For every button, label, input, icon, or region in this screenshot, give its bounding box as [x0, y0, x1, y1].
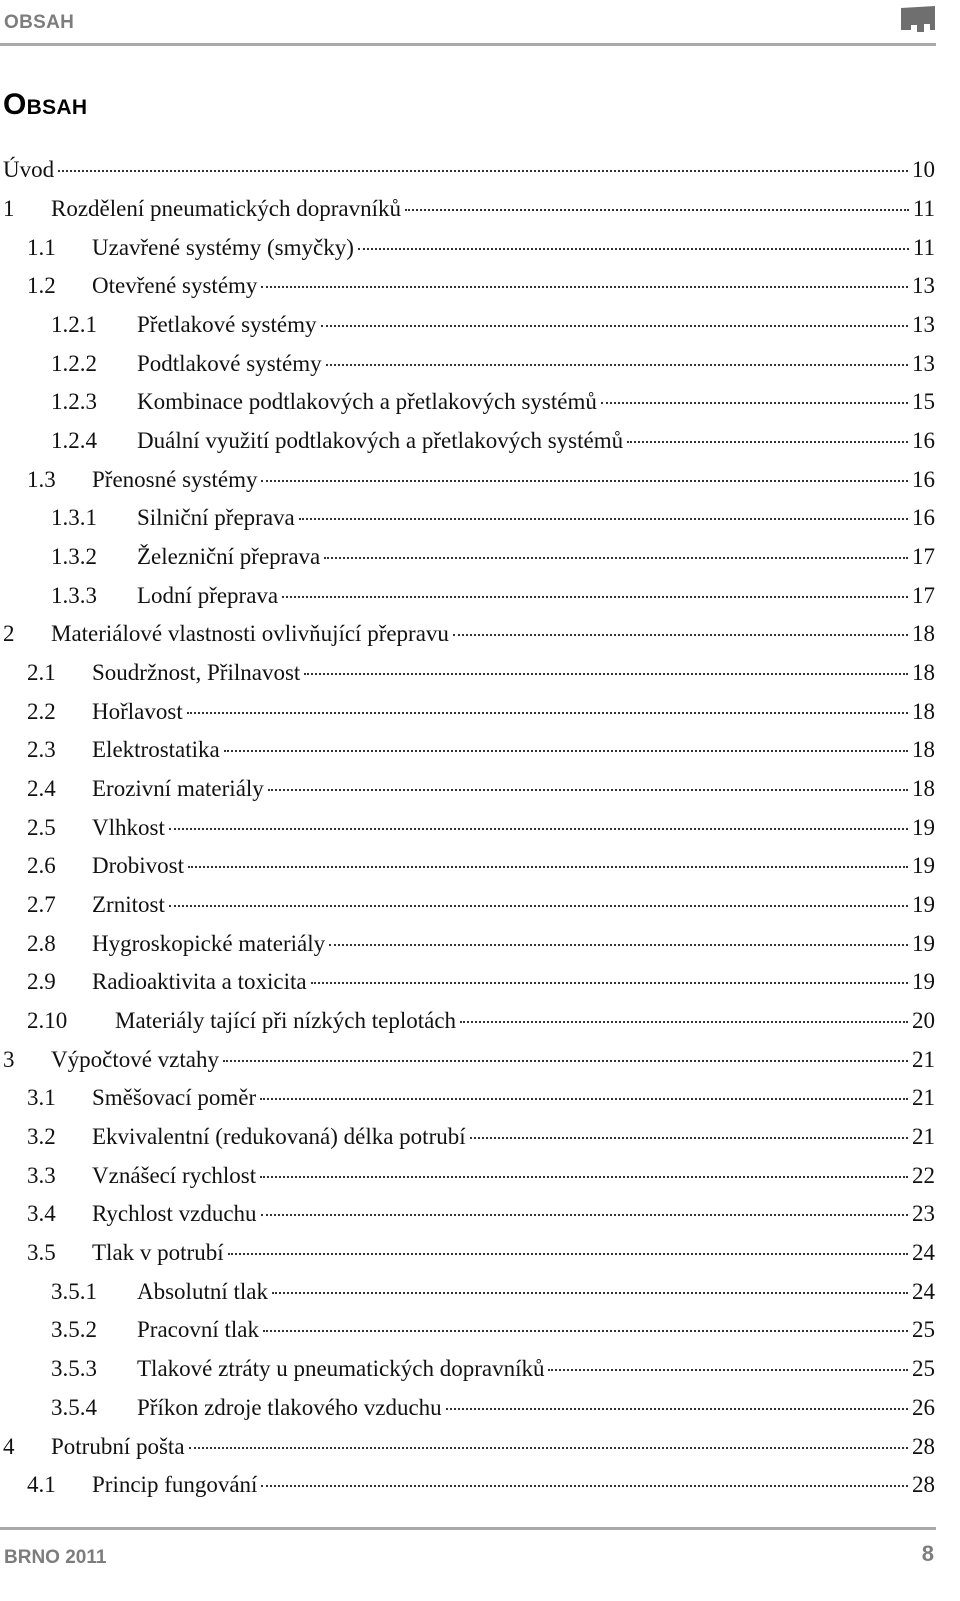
toc-entry-label: Materiály tající při nízkých teplotách — [115, 1008, 457, 1034]
toc-entry-body — [92, 1085, 935, 1111]
toc-entry-body — [51, 196, 935, 222]
toc-entry-body — [51, 621, 935, 647]
toc-entry-number: 1.3 — [27, 466, 56, 492]
toc-entry-label: Hořlavost — [92, 698, 183, 724]
toc-dot-leader — [261, 286, 908, 288]
toc-entry-number: 1.2.1 — [51, 312, 97, 338]
footer-rule — [0, 1527, 936, 1530]
toc-dot-leader — [627, 441, 908, 443]
toc-entry-page: 21 — [912, 1124, 935, 1150]
toc-entry-number: 2.4 — [27, 776, 56, 802]
toc-entry-page: 18 — [912, 660, 935, 686]
toc-entry[interactable] — [0, 1195, 935, 1234]
toc-entry[interactable] — [0, 190, 935, 229]
toc-dot-leader — [228, 1253, 908, 1255]
toc-dot-leader — [329, 944, 908, 946]
toc-entry-body — [92, 660, 935, 686]
toc-entry[interactable] — [0, 1234, 935, 1273]
toc-entry-body — [137, 1279, 935, 1305]
toc-entry-body — [92, 1163, 935, 1189]
toc-entry-number: 2.1 — [27, 660, 56, 686]
toc-dot-leader — [58, 170, 908, 172]
toc-entry-body — [51, 1434, 935, 1460]
toc-entry-number: 2.7 — [27, 892, 56, 918]
toc-dot-leader — [311, 982, 908, 984]
toc-entry-page: 25 — [912, 1356, 935, 1382]
table-of-contents — [0, 151, 935, 1505]
toc-dot-leader — [299, 518, 908, 520]
toc-entry-label: Tlakové ztráty u pneumatických dopravníků — [137, 1356, 545, 1382]
toc-entry-label: Lodní přeprava — [137, 582, 279, 608]
toc-entry-label: Tlak v potrubí — [92, 1240, 224, 1266]
toc-entry[interactable] — [0, 1389, 935, 1428]
toc-dot-leader — [405, 209, 909, 211]
toc-entry-page: 24 — [912, 1240, 935, 1266]
toc-entry-label: Pracovní tlak — [137, 1317, 259, 1343]
toc-entry[interactable] — [0, 692, 935, 731]
toc-dot-leader — [224, 750, 908, 752]
toc-entry-number: 3 — [3, 1046, 15, 1072]
toc-entry-number: 3.4 — [27, 1201, 56, 1227]
toc-dot-leader — [601, 402, 908, 404]
toc-entry-label: Potrubní pošta — [51, 1433, 185, 1459]
toc-entry-label: Radioaktivita a toxicita — [92, 969, 307, 995]
toc-entry-number: 1.3.3 — [51, 582, 97, 608]
toc-entry-body — [137, 389, 935, 415]
toc-entry-body — [92, 892, 935, 918]
toc-entry-number: 2.2 — [27, 698, 56, 724]
toc-entry-number: 2.8 — [27, 930, 56, 956]
toc-entry-label: Železniční přeprava — [137, 544, 321, 570]
toc-entry[interactable] — [0, 267, 935, 306]
toc-entry-label: Erozivní materiály — [92, 776, 264, 802]
toc-entry-number: 3.5 — [27, 1240, 56, 1266]
toc-entry-label: Hygroskopické materiály — [92, 930, 326, 956]
toc-entry[interactable] — [0, 731, 935, 770]
toc-entry[interactable] — [0, 228, 935, 267]
toc-entry[interactable] — [0, 1079, 935, 1118]
toc-entry-page: 19 — [912, 969, 935, 995]
toc-entry-number: 3.2 — [27, 1124, 56, 1150]
toc-entry-label: Vznášecí rychlost — [92, 1162, 257, 1188]
toc-entry-number: 1 — [3, 196, 15, 221]
toc-entry-label: Směšovací poměr — [92, 1085, 257, 1111]
toc-entry-body — [51, 1047, 935, 1073]
footer-location-year: BRNO 2011 — [4, 1547, 107, 1568]
toc-entry-label: Rychlost vzduchu — [92, 1201, 257, 1227]
toc-dot-leader — [470, 1137, 908, 1139]
toc-entry-page: 15 — [912, 389, 935, 415]
toc-entry-page: 19 — [912, 930, 935, 956]
toc-dot-leader — [453, 634, 908, 636]
toc-entry[interactable] — [0, 1311, 935, 1350]
toc-entry-page: 18 — [912, 621, 935, 647]
toc-entry-body — [137, 1356, 935, 1382]
toc-entry-label: Podtlakové systémy — [137, 350, 322, 376]
toc-entry-body — [92, 1240, 935, 1266]
toc-entry-body — [92, 273, 935, 299]
toc-entry-number: 3.5.2 — [51, 1317, 97, 1343]
toc-entry-label: Elektrostatika — [92, 737, 220, 763]
toc-dot-leader — [272, 1292, 908, 1294]
toc-entry-label: Přenosné systémy — [92, 466, 258, 492]
toc-dot-leader — [282, 596, 908, 598]
toc-entry-number: 3.5.1 — [51, 1278, 97, 1304]
toc-entry-body — [137, 1317, 935, 1343]
toc-dot-leader — [169, 828, 908, 830]
toc-entry-number: 3.5.3 — [51, 1356, 97, 1382]
toc-entry[interactable] — [0, 306, 935, 345]
toc-entry-page: 24 — [912, 1278, 935, 1304]
toc-dot-leader — [358, 248, 909, 250]
toc-entry-body — [137, 505, 935, 531]
toc-entry-body — [92, 853, 935, 879]
toc-entry-number: 1.2 — [27, 273, 56, 299]
toc-entry-body — [92, 1472, 935, 1498]
toc-entry-page: 28 — [912, 1472, 935, 1498]
toc-entry-page: 16 — [912, 466, 935, 492]
toc-entry-body — [3, 157, 935, 183]
toc-entry-label: Vlhkost — [92, 814, 165, 840]
toc-entry-number: 1.3.2 — [51, 544, 97, 570]
toc-entry-number: 1.1 — [27, 234, 56, 260]
toc-entry-body — [92, 467, 935, 493]
toc-entry[interactable] — [0, 383, 935, 422]
toc-entry-body — [137, 544, 935, 570]
toc-entry-label: Úvod — [3, 157, 55, 183]
toc-dot-leader — [324, 557, 908, 559]
toc-entry-body — [92, 931, 935, 957]
toc-entry-label: Přetlakové systémy — [137, 312, 317, 338]
toc-dot-leader — [263, 1330, 908, 1332]
toc-entry[interactable] — [0, 1466, 935, 1505]
toc-entry-page: 18 — [912, 737, 935, 763]
toc-entry-page: 19 — [912, 853, 935, 879]
toc-entry-label: Silniční přeprava — [137, 505, 295, 531]
toc-entry-body — [92, 1201, 935, 1227]
toc-entry[interactable] — [0, 538, 935, 577]
toc-dot-leader — [460, 1021, 908, 1023]
toc-entry[interactable] — [0, 615, 935, 654]
toc-entry[interactable] — [0, 460, 935, 499]
toc-entry-page: 28 — [912, 1433, 935, 1459]
toc-dot-leader — [188, 866, 908, 868]
toc-dot-leader — [260, 1176, 908, 1178]
toc-entry-body — [92, 699, 935, 725]
toc-entry-number: 2 — [3, 621, 15, 647]
toc-entry[interactable] — [0, 1427, 935, 1466]
toc-entry-number: 3.1 — [27, 1085, 56, 1111]
toc-dot-leader — [326, 364, 908, 366]
toc-entry[interactable] — [0, 847, 935, 886]
toc-entry-number: 2.9 — [27, 969, 56, 995]
header-title: OBSAH — [4, 12, 75, 33]
toc-entry-number: 4.1 — [27, 1472, 56, 1498]
toc-entry-number: 2.3 — [27, 737, 56, 763]
toc-entry-page: 26 — [912, 1394, 935, 1420]
toc-dot-leader — [268, 789, 908, 791]
toc-entry-number: 1.2.2 — [51, 350, 97, 376]
toc-entry[interactable] — [0, 1156, 935, 1195]
toc-entry-label: Výpočtové vztahy — [51, 1046, 219, 1072]
toc-entry-page: 16 — [912, 428, 935, 454]
toc-entry-page: 13 — [912, 350, 935, 376]
toc-entry-number: 2.10 — [27, 1008, 68, 1034]
toc-entry-page: 21 — [912, 1046, 935, 1072]
toc-entry-label: Ekvivalentní (redukovaná) délka potrubí — [92, 1124, 466, 1150]
toc-entry[interactable] — [0, 1040, 935, 1079]
toc-entry[interactable] — [0, 422, 935, 461]
toc-entry-page: 23 — [912, 1201, 935, 1227]
toc-entry-label: Kombinace podtlakových a přetlakových systémů — [137, 389, 597, 415]
toc-entry-page: 17 — [912, 544, 935, 570]
toc-dot-leader — [548, 1369, 908, 1371]
toc-dot-leader — [321, 325, 909, 327]
toc-entry-body — [115, 1008, 935, 1034]
toc-entry-number: 3.5.4 — [51, 1394, 97, 1420]
toc-entry-label: Příkon zdroje tlakového vzduchu — [137, 1394, 442, 1420]
toc-entry-number: 2.5 — [27, 814, 56, 840]
toc-entry-body — [92, 776, 935, 802]
toc-entry-page: 21 — [912, 1085, 935, 1111]
toc-entry-page: 17 — [912, 582, 935, 608]
page-number: 8 — [921, 1541, 934, 1566]
toc-entry-body — [92, 1124, 935, 1150]
toc-entry-label: Otevřené systémy — [92, 273, 258, 299]
toc-entry-page: 18 — [912, 776, 935, 802]
toc-dot-leader — [187, 712, 908, 714]
toc-entry-body — [92, 969, 935, 995]
toc-entry-label: Absolutní tlak — [137, 1278, 268, 1304]
toc-entry[interactable] — [0, 886, 935, 925]
toc-dot-leader — [260, 1098, 908, 1100]
header-rule — [0, 43, 936, 46]
toc-entry[interactable] — [0, 963, 935, 1002]
toc-entry-page: 22 — [912, 1162, 935, 1188]
toc-entry-label: Duální využití podtlakových a přetlakových systémů — [137, 428, 624, 454]
toc-entry-label: Uzavřené systémy (smyčky) — [92, 234, 354, 260]
toc-dot-leader — [446, 1408, 908, 1410]
toc-entry-page: 11 — [912, 234, 935, 260]
toc-entry-page: 10 — [912, 157, 935, 183]
toc-entry[interactable] — [0, 1272, 935, 1311]
toc-entry-page: 13 — [912, 312, 935, 338]
toc-entry-body — [92, 235, 935, 261]
toc-entry-body — [92, 737, 935, 763]
toc-entry[interactable] — [0, 344, 935, 383]
toc-entry[interactable] — [0, 1118, 935, 1157]
toc-entry-label: Drobivost — [92, 853, 184, 879]
toc-dot-leader — [261, 1214, 908, 1216]
toc-entry[interactable] — [0, 924, 935, 963]
toc-entry-page: 19 — [912, 892, 935, 918]
toc-entry[interactable] — [0, 770, 935, 809]
toc-entry-number: 1.2.3 — [51, 389, 97, 415]
toc-entry-body — [137, 583, 935, 609]
toc-entry[interactable] — [0, 499, 935, 538]
toc-entry-label: Materiálové vlastnosti ovlivňující přepravu — [51, 621, 449, 647]
toc-dot-leader — [189, 1447, 908, 1449]
toc-entry-number: 1.3.1 — [51, 505, 97, 531]
page-header — [0, 0, 960, 50]
toc-entry[interactable] — [0, 1350, 935, 1389]
toc-dot-leader — [261, 480, 908, 482]
toc-entry-body — [92, 815, 935, 841]
toc-entry-body — [137, 312, 935, 338]
toc-dot-leader — [261, 1485, 908, 1487]
toc-entry-page: 25 — [912, 1317, 935, 1343]
toc-entry-page: 11 — [912, 196, 935, 221]
toc-dot-leader — [304, 673, 908, 675]
toc-entry[interactable] — [0, 576, 935, 615]
toc-entry[interactable] — [0, 151, 935, 190]
toc-entry-page: 13 — [912, 273, 935, 299]
toc-entry-body — [137, 351, 935, 377]
toc-dot-leader — [169, 905, 908, 907]
toc-entry[interactable] — [0, 1002, 935, 1041]
university-logo-icon — [900, 4, 936, 34]
toc-entry-number: 2.6 — [27, 853, 56, 879]
toc-entry-body — [137, 1395, 935, 1421]
toc-entry-label: Soudržnost, Přilnavost — [92, 660, 301, 686]
page-title: Obsah — [3, 88, 88, 121]
toc-entry-number: 4 — [3, 1433, 15, 1459]
toc-entry-page: 19 — [912, 814, 935, 840]
toc-entry-label: Rozdělení pneumatických dopravníků — [51, 196, 402, 221]
toc-entry-label: Zrnitost — [92, 892, 165, 918]
toc-entry[interactable] — [0, 654, 935, 693]
toc-entry[interactable] — [0, 808, 935, 847]
toc-dot-leader — [223, 1060, 908, 1062]
toc-entry-page: 16 — [912, 505, 935, 531]
toc-entry-number: 3.3 — [27, 1162, 56, 1188]
toc-entry-number: 1.2.4 — [51, 428, 97, 454]
toc-entry-body — [137, 428, 935, 454]
toc-entry-page: 18 — [912, 698, 935, 724]
toc-entry-page: 20 — [912, 1008, 935, 1034]
toc-entry-label: Princip fungování — [92, 1472, 258, 1498]
